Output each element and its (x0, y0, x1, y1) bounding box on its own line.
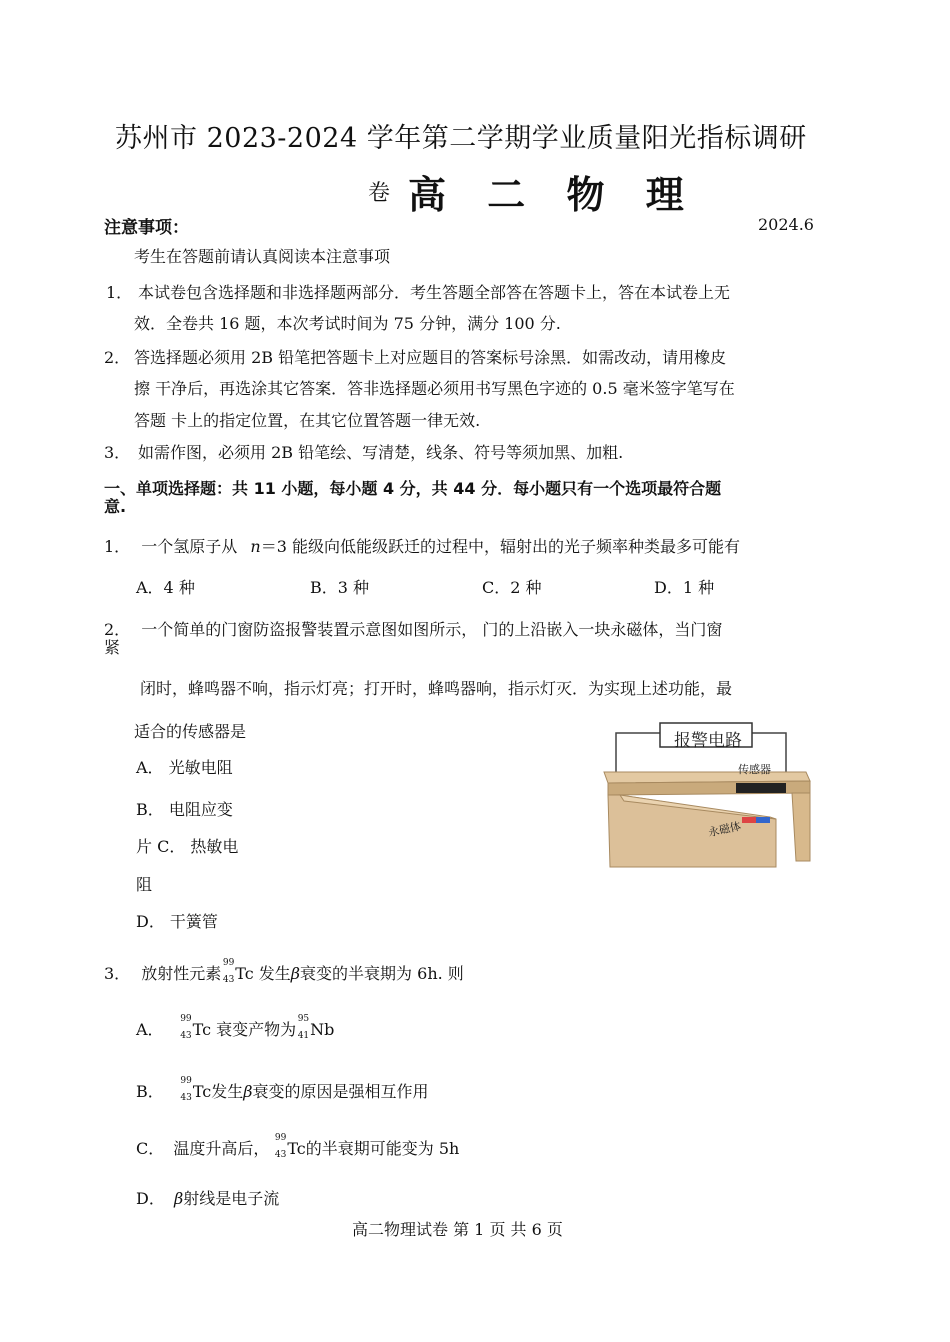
q1-stem (104, 537, 740, 557)
tc-mass-number: 99 (222, 958, 235, 968)
q3-option-b-text1: 发生 (211, 1082, 244, 1101)
q3-beta-symbol: β (290, 964, 301, 983)
notice-2-number: 2． (104, 348, 131, 367)
q1-number: 1． (104, 537, 131, 556)
notice-1-number: 1． (106, 283, 133, 302)
q3-stem-b: 发生 (258, 964, 291, 983)
q2-stem-line3: 适合的传感器是 (134, 722, 247, 741)
q3-stem-c: 衰变的半衰期为 6h. 则 (300, 964, 464, 983)
tc-nuclide-notation-c (273, 1133, 287, 1160)
q3-option-c-text1: 温度升高后， (173, 1139, 270, 1158)
notice-3-number: 3． (104, 443, 131, 462)
magnet-south (756, 817, 770, 823)
q1-option-b: B．3 种 (310, 578, 370, 597)
door-alarm-figure (596, 717, 818, 869)
tc-symbol-a: Tc (192, 1020, 212, 1039)
q3-option-b-beta: β (243, 1082, 253, 1101)
notice-1-line2: 效．全卷共 16 题，本次考试时间为 75 分钟，满分 100 分. (134, 314, 561, 333)
section-heading-cont: 意. (104, 497, 127, 516)
q2-option-a: A． 光敏电阻 (136, 758, 233, 777)
alarm-circuit-label: 报警电路 (674, 731, 742, 751)
notice-2-line2: 擦 干净后，再选涂其它答案．答非选择题必须用书写黑色字迹的 0.5 毫米签字笔写在 (134, 379, 735, 398)
tc-mass-number-c: 99 (274, 1133, 287, 1143)
q2-option-d: D． 干簧管 (136, 912, 218, 931)
q2-stem-text1: 一个简单的门窗防盗报警装置示意图如图所示， 门的上沿嵌入一块永磁体，当门窗 (141, 620, 723, 639)
q2-stem-line1 (104, 620, 722, 640)
nb-atomic-number: 41 (297, 1031, 310, 1041)
q3-stem-a: 放射性元素 (141, 964, 222, 983)
tc-atomic-number: 43 (222, 975, 235, 985)
q3-option-b (136, 1076, 429, 1103)
q3-option-d-label: D． (136, 1189, 165, 1208)
q3-option-a-label: A． (136, 1020, 164, 1039)
q1-stem-a: 一个氢原子从 (141, 537, 238, 556)
q3-option-c (136, 1133, 460, 1160)
q1-stem-b: ＝3 能级向低能级跃迁的过程中，辐射出的光子频率种类最多可能有 (260, 537, 740, 556)
q3-number: 3． (104, 964, 131, 983)
q1-option-c: C．2 种 (482, 578, 542, 597)
tc-atomic-number-c: 43 (274, 1150, 287, 1160)
tc-mass-number-a: 99 (180, 1014, 192, 1024)
tc-symbol: Tc (235, 964, 254, 983)
exam-title: 苏州市 2023-2024 学年第二学期学业质量阳光指标调研 (115, 123, 807, 154)
subject-title: 高 二 物 理 (408, 172, 698, 217)
q3-stem (104, 958, 464, 985)
notice-2-line1: 答选择题必须用 2B 铅笔把答题卡上对应题目的答案标号涂黑．如需改动，请用橡皮 (134, 348, 727, 367)
notice-2-line3: 答题 卡上的指定位置，在其它位置答题一律无效. (134, 411, 481, 430)
q3-option-d (136, 1189, 279, 1209)
q2-option-b: B． 电阻应变 (136, 800, 233, 819)
q3-option-c-label: C． (136, 1139, 165, 1158)
q3-option-b-label: B． (136, 1082, 164, 1101)
q3-option-b-text2: 衰变的原因是强相互作用 (252, 1082, 429, 1101)
exam-title-juan: 卷 (368, 181, 391, 206)
q3-option-c-text2: 的半衰期可能变为 5h (305, 1139, 460, 1158)
q1-option-a: A．4 种 (136, 578, 195, 597)
nb-mass-number: 95 (297, 1014, 310, 1024)
notice-heading: 注意事项： (104, 218, 189, 238)
notice-1-line1: 本试卷包含选择题和非选择题两部分．考生答题全部答在答题卡上，答在本试卷上无 (138, 283, 731, 302)
q1-option-d: D．1 种 (654, 578, 715, 597)
q3-option-d-text: 射线是电子流 (183, 1189, 280, 1208)
nb-symbol: Nb (310, 1020, 335, 1039)
q2-option-c: 片 C． 热敏电 (136, 837, 239, 856)
q3-option-a (136, 1014, 335, 1041)
q2-stem-line2: 闭时，蜂鸣器不响，指示灯亮；打开时，蜂鸣器响，指示灯灭．为实现上述功能，最 (140, 679, 733, 698)
tc-symbol-c: Tc (287, 1139, 306, 1158)
q3-option-a-text: 衰变产物为 (216, 1020, 297, 1039)
tc-nuclide-notation-b (179, 1076, 193, 1103)
q3-option-d-beta: β (173, 1189, 184, 1208)
sensor-block (736, 783, 786, 793)
magnet-label: 永磁体 (707, 819, 743, 840)
q1-variable-n: n (250, 537, 261, 556)
q2-option-c-cont: 阻 (136, 875, 153, 894)
tc-symbol-b: Tc (192, 1082, 212, 1101)
q2-number: 2． (104, 620, 131, 639)
door-frame-post (792, 793, 810, 861)
magnet-north (742, 817, 756, 823)
sensor-label: 传感器 (738, 763, 771, 776)
tc-mass-number-b: 99 (180, 1076, 192, 1086)
section-heading: 一、单项选择题：共 11 小题，每小题 4 分，共 44 分．每小题只有一个选项最符合题 (104, 479, 722, 498)
tc-nuclide-notation-a (179, 1014, 193, 1041)
tc-atomic-number-b: 43 (180, 1093, 192, 1103)
exam-date: 2024.6 (758, 215, 814, 234)
notice-intro: 考生在答题前请认真阅读本注意事项 (134, 247, 391, 266)
tc-nuclide-notation (221, 958, 235, 985)
q2-stem-line1b: 紧 (104, 638, 121, 657)
notice-3-line1: 如需作图，必须用 2B 铅笔绘、写清楚，线条、符号等须加黑、加粗. (138, 443, 624, 462)
nb-nuclide-notation (296, 1014, 310, 1041)
tc-atomic-number-a: 43 (180, 1031, 192, 1041)
page-footer: 高二物理试卷 第 1 页 共 6 页 (352, 1220, 563, 1239)
